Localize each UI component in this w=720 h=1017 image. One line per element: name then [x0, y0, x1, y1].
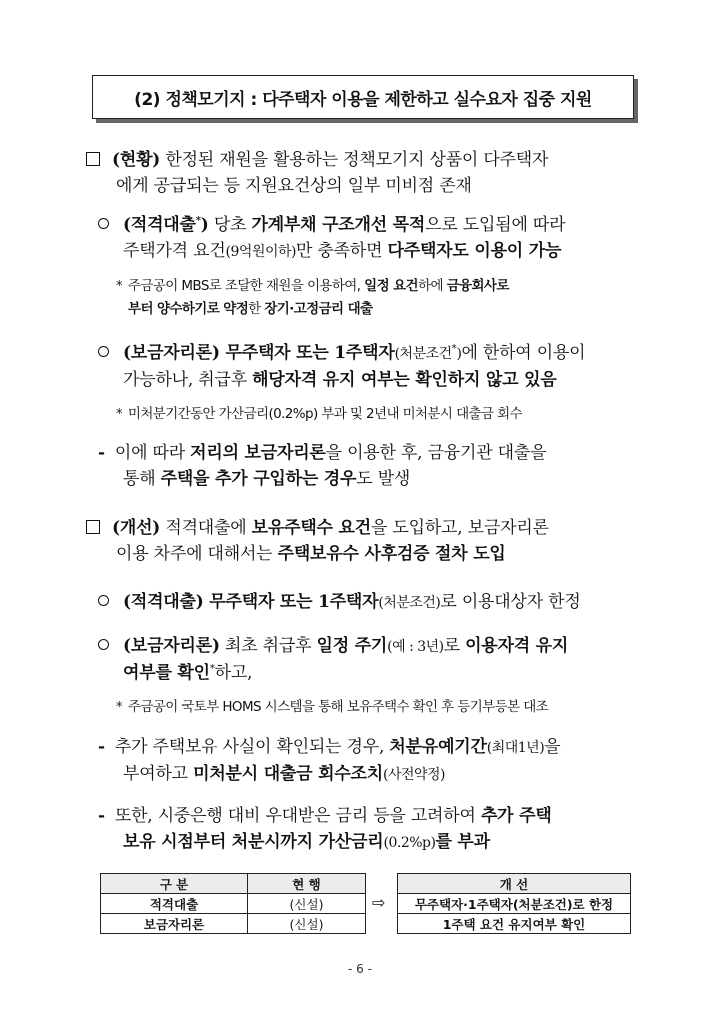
- emphasis-span: 처분유예기간: [389, 737, 487, 757]
- header-improvement: 개 선: [398, 874, 631, 894]
- emphasis-span: 여부를 확인: [123, 663, 210, 683]
- emphasis-span: 미처분시 대출금 회수조치: [193, 764, 383, 784]
- bogeumjari-heading: (보금자리론): [123, 636, 220, 656]
- header-category: 구 분: [101, 874, 248, 894]
- emphasis-span: 다주택자도 이용이 가능: [387, 241, 562, 261]
- footnote-text: 미처분기간동안 가산금리(0.2%p) 부과 및 2년내 미처분시 대출금 회수: [127, 406, 522, 422]
- footnote-mark: *: [451, 343, 457, 355]
- text-span: 만 충족하면: [295, 241, 388, 261]
- text-span: 또한, 시중은행 대비 우대받은 금리 등을 고려하여: [114, 806, 481, 826]
- text-span: 한: [248, 301, 265, 317]
- emphasis-span: 무주택자 또는 1주택자: [219, 343, 395, 363]
- square-bullet-icon: [86, 520, 100, 534]
- emphasis-span: 무주택자 또는 1주택자: [203, 592, 379, 612]
- text-span: 적격대출에: [160, 518, 252, 538]
- text-span: 주금공이 MBS로 조달한 재원을 이용하여,: [127, 278, 365, 294]
- text-span: 최초 취급후: [219, 636, 317, 656]
- qualified-loan-status: [86, 212, 646, 265]
- improvement-heading: (개선): [112, 518, 161, 538]
- text-span: 을 도입하고, 보금자리론: [370, 518, 549, 538]
- text-span: 주택가격 요건: [123, 241, 226, 261]
- asterisk-mark: *: [116, 700, 122, 715]
- paren-span: ): [456, 346, 462, 362]
- text-span: 부여하고: [123, 764, 194, 784]
- qualified-loan-improvement: [86, 589, 646, 616]
- asterisk-mark: *: [116, 407, 122, 422]
- paren-span: (0.2%p): [383, 835, 436, 851]
- paren-span: (최대1년): [486, 740, 545, 756]
- text-span: 으로 도입됨에 따라: [425, 215, 566, 235]
- table-row: [398, 894, 631, 914]
- row-name: 보금자리론: [101, 914, 248, 934]
- status-heading: (현황): [112, 150, 161, 170]
- text-span: 이에 따라: [114, 443, 191, 463]
- right-arrow-icon: ⇨: [372, 893, 386, 912]
- paren-span: (사전약정): [382, 767, 446, 783]
- improvement-table: [397, 873, 631, 934]
- qualified-loan-footnote: [86, 275, 646, 320]
- qualified-loan-heading: (적격대출: [123, 215, 196, 235]
- emphasis-span: 저리의 보금자리론: [190, 443, 326, 463]
- section-title-box: [92, 75, 634, 119]
- header-current: 현 행: [248, 874, 366, 894]
- paren-span: (처분조건: [394, 346, 452, 362]
- status-line-1: 한정된 재원을 활용하는 정책모기지 상품이 다주택자: [160, 150, 549, 170]
- emphasis-span: 이용자격 유지: [465, 636, 569, 656]
- status-consequence: [86, 440, 646, 492]
- emphasis-span: 장기·고정금리 대출: [264, 301, 373, 317]
- text-span: 도 발생: [356, 469, 411, 489]
- bogeumjari-loan-status: [86, 340, 646, 393]
- emphasis-span: 주택을 추가 구입하는 경우: [160, 469, 357, 489]
- paren-span: (9억원이하): [225, 244, 296, 260]
- heading-close: ): [200, 215, 209, 235]
- table-row: [398, 914, 631, 934]
- dash-bullet: -: [98, 737, 105, 757]
- circle-bullet-icon: [98, 346, 109, 357]
- bogeumjari-improvement: [86, 633, 646, 686]
- footnote-mark: *: [209, 663, 215, 675]
- circle-bullet-icon: [98, 595, 109, 606]
- dash-bullet: -: [98, 443, 105, 463]
- text-span: 을: [544, 737, 561, 757]
- page-number: - 6 -: [348, 962, 372, 976]
- emphasis-span: 추가 주택: [480, 806, 552, 826]
- additional-home-measure: [86, 734, 646, 788]
- text-span: 가능하나, 취급후: [123, 370, 253, 390]
- bogeumjari-improvement-footnote: [86, 696, 646, 719]
- text-span: 당초: [208, 215, 252, 235]
- row-current: (신설): [248, 914, 366, 934]
- text-span: 하고,: [214, 663, 253, 683]
- row-improvement: 1주택 요건 유지여부 확인: [398, 914, 631, 934]
- emphasis-span: 부터 양수하기로 약정: [128, 301, 249, 317]
- dash-bullet: -: [98, 806, 105, 826]
- bogeumjari-footnote: [86, 403, 646, 426]
- emphasis-span: 일정 요건: [364, 278, 418, 294]
- text-span: 하에: [418, 278, 447, 294]
- circle-bullet-icon: [98, 639, 109, 650]
- table-row: [101, 894, 366, 914]
- row-name: 적격대출: [101, 894, 248, 914]
- status-section: [86, 147, 646, 199]
- emphasis-span: 를 부과: [435, 832, 490, 852]
- footnote-text: 주금공이 국토부 HOMS 시스템을 통해 보유주택수 확인 후 등기부등본 대조: [127, 699, 549, 715]
- emphasis-span: 금융회사로: [446, 278, 509, 294]
- text-span: 로: [443, 636, 466, 656]
- text-span: 로 이용대상자 한정: [440, 592, 581, 612]
- row-current: (신설): [248, 894, 366, 914]
- emphasis-span: 주택보유수 사후검증 절차 도입: [277, 544, 506, 564]
- square-bullet-icon: [86, 152, 100, 166]
- row-improvement: 무주택자·1주택자(처분조건)로 한정: [398, 894, 631, 914]
- emphasis-span: 보유주택수 요건: [251, 518, 371, 538]
- circle-bullet-icon: [98, 218, 109, 229]
- improvement-section: [86, 515, 646, 567]
- text-span: 을 이용한 후, 금융기관 대출을: [325, 443, 547, 463]
- bogeumjari-heading: (보금자리론): [123, 343, 220, 363]
- status-line-2: 에게 공급되는 등 지원요건상의 일부 미비점 존재: [116, 176, 472, 196]
- text-span: 에 한하여 이용이: [461, 343, 586, 363]
- asterisk-mark: *: [116, 279, 122, 294]
- emphasis-span: 일정 주기: [316, 636, 388, 656]
- section-title: (2) 정책모기지 : 다주택자 이용을 제한하고 실수요자 집중 지원: [134, 89, 592, 110]
- emphasis-span: 해당자격 유지 여부는 확인하지 않고 있음: [252, 370, 557, 390]
- paren-span: (처분조건): [378, 595, 441, 611]
- qualified-loan-heading: (적격대출): [123, 592, 204, 612]
- footnote-mark: *: [195, 215, 201, 227]
- emphasis-span: 보유 시점부터 처분시까지 가산금리: [123, 832, 384, 852]
- current-table: [100, 873, 366, 934]
- additional-rate-measure: [86, 803, 646, 856]
- emphasis-span: 가계부채 구조개선 목적: [251, 215, 426, 235]
- table-row: [101, 914, 366, 934]
- text-span: 이용 차주에 대해서는: [116, 544, 278, 564]
- text-span: 추가 주택보유 사실이 확인되는 경우,: [114, 737, 390, 757]
- text-span: 통해: [123, 469, 161, 489]
- paren-span: (예 : 3년): [387, 639, 444, 655]
